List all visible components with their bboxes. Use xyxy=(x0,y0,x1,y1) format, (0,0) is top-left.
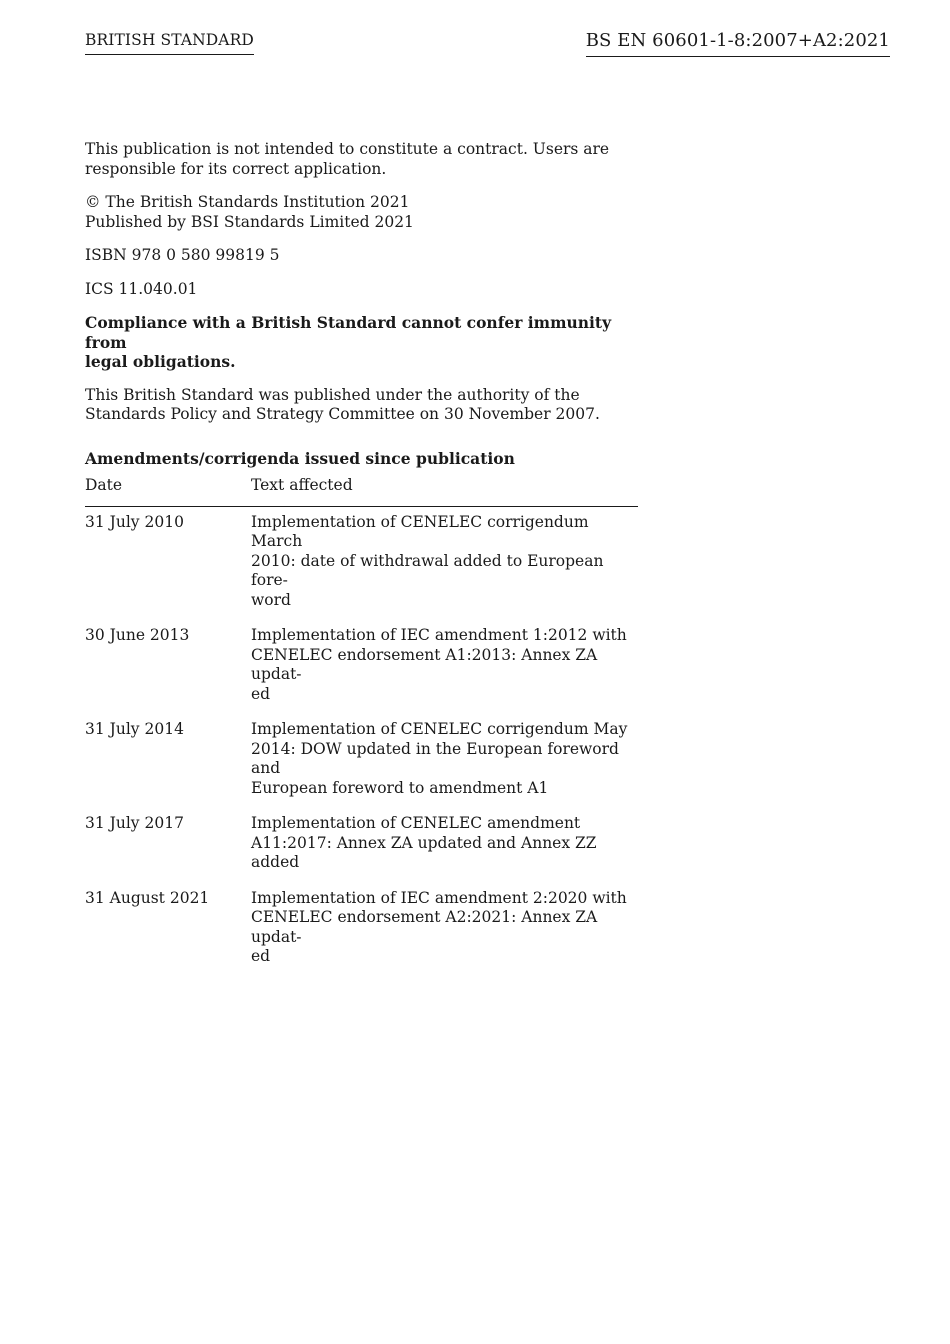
amendment-date: 31 July 2017 xyxy=(85,814,184,832)
ics-code: ICS 11.040.01 xyxy=(85,279,198,298)
document-type-header: BRITISH STANDARD xyxy=(85,31,254,55)
table-row xyxy=(85,889,638,983)
table-row xyxy=(85,720,638,814)
amendments-table xyxy=(85,476,638,983)
standard-number-header: BS EN 60601-1-8:2007+A2:2021 xyxy=(586,30,890,57)
contract-disclaimer xyxy=(85,140,645,179)
text-line: Implementation of CENELEC corrigendum March xyxy=(251,512,589,550)
text-line: word xyxy=(251,590,291,609)
amendment-text xyxy=(251,814,638,889)
table-row xyxy=(85,626,638,720)
amendment-date: 31 July 2014 xyxy=(85,720,184,738)
text-line: European foreword to amendment A1 xyxy=(251,778,549,797)
table-header-row xyxy=(85,476,638,506)
front-matter xyxy=(85,140,645,983)
text-line: 2010: date of withdrawal added to European fore- xyxy=(251,551,604,589)
amendments-title: Amendments/corrigenda issued since publication xyxy=(85,448,515,468)
text-line: Implementation of CENELEC corrigendum May xyxy=(251,720,628,738)
text-line: 2014: DOW updated in the European foreword and xyxy=(251,739,619,777)
table-row xyxy=(85,506,638,626)
table-row xyxy=(85,814,638,889)
amendment-date: 30 June 2013 xyxy=(85,626,190,644)
amendment-text xyxy=(251,626,638,720)
amendment-text xyxy=(251,889,638,983)
amendment-date: 31 August 2021 xyxy=(85,888,210,907)
text-line: Implementation of IEC amendment 1:2012 with xyxy=(251,626,627,644)
amendment-text xyxy=(251,506,638,626)
column-header-date: Date xyxy=(85,476,251,506)
text-line: CENELEC endorsement A1:2013: Annex ZA updat- xyxy=(251,645,598,683)
amendment-text xyxy=(251,720,638,814)
compliance-line: Compliance with a British Standard cannot confer immunity from xyxy=(85,313,612,352)
amendment-date: 31 July 2010 xyxy=(85,512,184,531)
compliance-notice xyxy=(85,313,645,372)
authority-line: This British Standard was published under the authority of the xyxy=(85,385,580,404)
contract-line: responsible for its correct application. xyxy=(85,159,387,178)
column-header-text-affected: Text affected xyxy=(251,476,638,506)
text-line: A11:2017: Annex ZA updated and Annex ZZ added xyxy=(251,833,597,871)
compliance-line: legal obligations. xyxy=(85,352,236,371)
text-line: Implementation of IEC amendment 2:2020 with xyxy=(251,888,627,907)
text-line: ed xyxy=(251,947,271,965)
text-line: Implementation of CENELEC amendment xyxy=(251,814,581,832)
isbn: ISBN 978 0 580 99819 5 xyxy=(85,246,280,264)
copyright-block xyxy=(85,193,645,232)
publisher-notice: Published by BSI Standards Limited 2021 xyxy=(85,212,414,231)
text-line: ed xyxy=(251,684,271,703)
authority-line: Standards Policy and Strategy Committee on 30 November 2007. xyxy=(85,405,600,423)
copyright-notice: © The British Standards Institution 2021 xyxy=(85,193,410,211)
contract-line: This publication is not intended to constitute a contract. Users are xyxy=(85,140,610,158)
authority-notice xyxy=(85,386,645,425)
text-line: CENELEC endorsement A2:2021: Annex ZA updat- xyxy=(251,908,598,946)
